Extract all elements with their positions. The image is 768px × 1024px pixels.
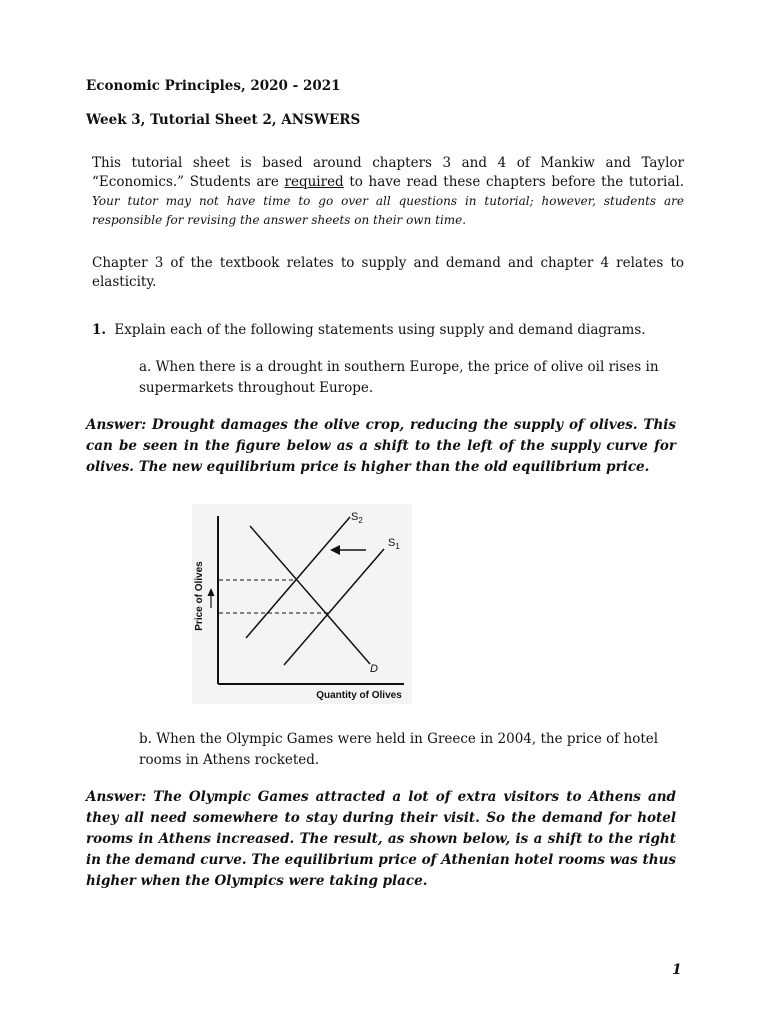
intro-text-2: to have read these chapters before the tutorial. — [343, 174, 684, 190]
part-a-answer: Answer: Drought damages the olive crop, reducing the supply of olives. This can be seen in the figure below as a shift to the left of the supply curve for olives. The new equilibrium price is higher than the old equilibrium price. — [86, 417, 676, 475]
intro-paragraph — [92, 154, 684, 230]
part-b-answer: Answer: The Olympic Games attracted a lot of extra visitors to Athens and they all need somewhere to stay during their visit. So the demand for hotel rooms in Athens increased. The result, as shown below, is a shift to the right in the demand curve. The equilibrium price of Athenian hotel rooms was thus higher when the Olympics were taking place. — [86, 789, 676, 889]
page-number: 1 — [672, 962, 682, 978]
supply-demand-diagram — [192, 504, 412, 704]
chapters-paragraph: Chapter 3 of the textbook relates to supply and demand and chapter 4 relates to elasticity. — [92, 255, 684, 290]
demand-label: D — [370, 663, 378, 675]
y-axis-label: Price of Olives — [194, 561, 205, 631]
course-title: Economic Principles, 2020 - 2021 — [86, 78, 341, 94]
question-1-text: Explain each of the following statements using supply and demand diagrams. — [114, 322, 646, 338]
question-1 — [92, 322, 646, 338]
x-axis-label: Quantity of Olives — [316, 690, 402, 701]
required-underlined: required — [284, 174, 344, 190]
question-1-number: 1. — [92, 322, 107, 338]
figure-background — [192, 504, 412, 704]
part-b-question: b. When the Olympic Games were held in Greece in 2004, the price of hotel rooms in Athens rocketed. — [139, 731, 659, 768]
supply-demand-figure — [192, 504, 412, 704]
intro-text-1: This tutorial sheet is based around chapters 3 and 4 of Mankiw and Taylor “Economics.” Students are — [92, 155, 684, 190]
intro-italic-note: Your tutor may not have time to go over all questions in tutorial; however, students are responsible for revising the answer sheets on their own time. — [92, 194, 684, 227]
s1-label: $S_1$ — [388, 537, 400, 551]
part-a-question: a. When there is a drought in southern Europe, the price of olive oil rises in supermarkets throughout Europe. — [139, 359, 659, 396]
sheet-title: Week 3, Tutorial Sheet 2, ANSWERS — [86, 112, 361, 128]
s2-label: $S_2$ — [351, 511, 363, 525]
